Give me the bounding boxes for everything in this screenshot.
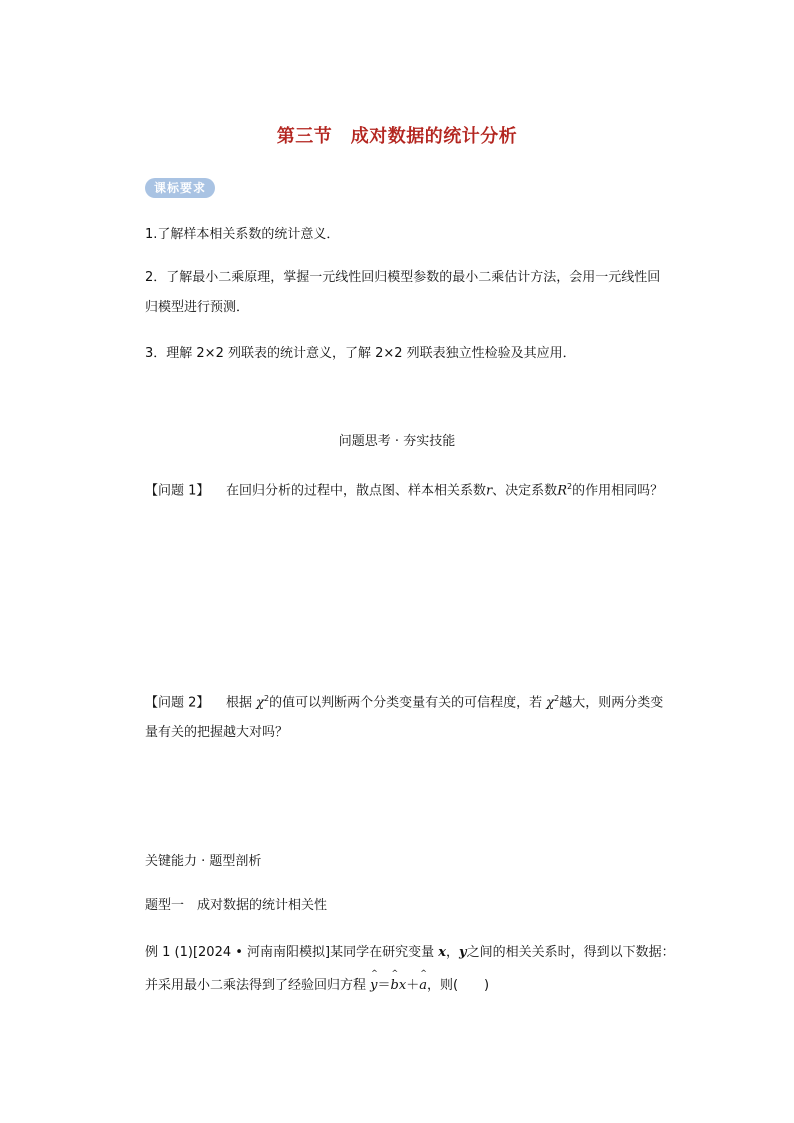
page-title: 第三节 成对数据的统计分析 xyxy=(276,126,518,147)
plus-sign: ＋ xyxy=(406,978,420,993)
question-1 xyxy=(145,472,675,506)
variable-chi: χ xyxy=(546,695,555,711)
example-1-text-c: ，则( ) xyxy=(426,978,490,993)
variable-chi: χ xyxy=(256,695,264,711)
question-1-label: 【问题 1】 xyxy=(145,483,210,499)
question-2-text-a: 根据 xyxy=(225,695,252,711)
superscript-2: 2 xyxy=(566,482,573,491)
topic-heading: 题型一 成对数据的统计相关性 xyxy=(145,898,328,913)
y-hat: ^ y xyxy=(370,969,377,1002)
superscript-2: 2 xyxy=(554,694,560,703)
equals-sign: ＝ xyxy=(377,978,391,993)
variable-x: x xyxy=(438,945,447,960)
requirement-item-2: 2．了解最小二乘原理，掌握一元线性回归模型参数的最小二乘估计方法，会用一元线性回归模型进行预测． xyxy=(145,270,661,315)
question-1-text-c: 的作用相同吗？ xyxy=(572,483,664,499)
variable-y: y xyxy=(459,945,467,960)
example-1 xyxy=(145,936,680,1002)
section-heading-questions: 问题思考 · 夯实技能 xyxy=(338,434,456,449)
question-2-label: 【问题 2】 xyxy=(145,695,210,711)
question-2 xyxy=(145,684,675,748)
example-1-text-b: 之间的相关关系时，得到以下数据：并采用最小二乘法得到了经验回归方程 xyxy=(145,945,675,993)
variable-r: r xyxy=(485,483,493,499)
question-2-text-c: 越大，则两分类变量有关的把握越大对吗？ xyxy=(145,695,664,741)
superscript-2: 2 xyxy=(263,694,270,703)
variable-R: R xyxy=(557,483,567,499)
requirement-item-3: 3．理解 2×2 列联表的统计意义，了解 2×2 列联表独立性检验及其应用． xyxy=(145,346,576,361)
example-1-text-a: 例 1 (1)[2024 • 河南南阳模拟]某同学在研究变量 xyxy=(145,945,435,960)
variable-x-eq: x xyxy=(398,978,407,993)
question-2-text-b: 的值可以判断两个分类变量有关的可信程度，若 xyxy=(269,695,543,711)
b-hat: ^ b xyxy=(391,969,399,1002)
a-hat: ^ a xyxy=(419,969,427,1002)
curriculum-requirements-badge: 课标要求 xyxy=(145,178,215,198)
question-1-text-a: 在回归分析的过程中，散点图、样本相关系数 xyxy=(225,483,486,499)
comma: ， xyxy=(446,945,460,960)
section-heading-key-abilities: 关键能力 · 题型剖析 xyxy=(145,854,262,869)
requirement-item-1: 1.了解样本相关系数的统计意义． xyxy=(145,227,340,242)
question-1-text-b: 、决定系数 xyxy=(492,483,558,499)
